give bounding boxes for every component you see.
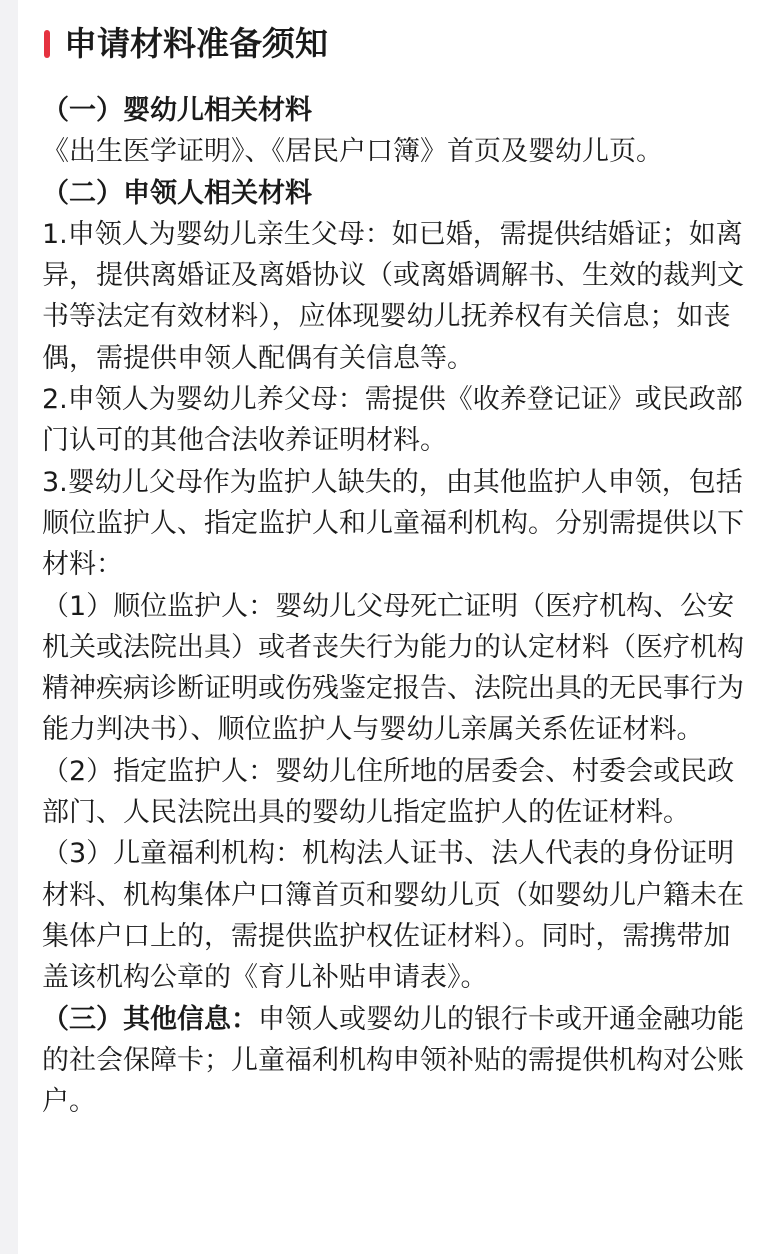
section-2-sub-3: （3）儿童福利机构：机构法人证书、法人代表的身份证明材料、机构集体户口簿首页和婴幼儿页（如婴幼儿户籍未在集体户口上的，需提供监护权佐证材料）。同时，需携带加盖该机构公章的《育儿补贴申请表》。 — [42, 838, 744, 994]
notice-content — [42, 90, 744, 1122]
section-2-item-3: 3.婴幼儿父母作为监护人缺失的，由其他监护人申领，包括顺位监护人、指定监护人和儿童福利机构。分别需提供以下材料： — [42, 466, 744, 581]
section-3-paragraph — [42, 999, 744, 1123]
section-2-heading: （二）申领人相关材料 — [42, 177, 312, 209]
section-2-item-2: 2.申领人为婴幼儿养父母：需提供《收养登记证》或民政部门认可的其他合法收养证明材料。 — [42, 384, 743, 457]
section-3-heading: （三）其他信息： — [42, 1003, 258, 1035]
section-2-sub-1: （1）顺位监护人：婴幼儿父母死亡证明（医疗机构、公安机关或法院出具）或者丧失行为能力的认定材料（医疗机构精神疾病诊断证明或伤残鉴定报告、法院出具的无民事行为能力判决书）、顺位监护人与婴幼儿亲属关系佐证材料。 — [42, 590, 744, 746]
section-1-text: 《出生医学证明》、《居民户口簿》首页及婴幼儿页。 — [42, 136, 663, 168]
page-title: 申请材料准备须知 — [64, 24, 328, 63]
section-2-sub-2: （2）指定监护人：婴幼儿住所地的居委会、村委会或民政部门、人民法院出具的婴幼儿指定监护人的佐证材料。 — [42, 755, 735, 829]
section-1-heading: （一）婴幼儿相关材料 — [42, 95, 312, 126]
section-3-text: 申领人或婴幼儿的银行卡或开通金融功能的社会保障卡；儿童福利机构申领补贴的需提供机构对公账户。 — [42, 1003, 744, 1118]
notice-card — [18, 0, 762, 1254]
section-2-item-1: 1.申领人为婴幼儿亲生父母：如已婚，需提供结婚证；如离异，提供离婚证及离婚协议（或离婚调解书、生效的裁判文书等法定有效材料），应体现婴幼儿抚养权有关信息；如丧偶，需提供申领人配偶有关信息等。 — [42, 218, 744, 374]
title-row — [42, 0, 744, 90]
title-accent-bar — [44, 30, 50, 58]
